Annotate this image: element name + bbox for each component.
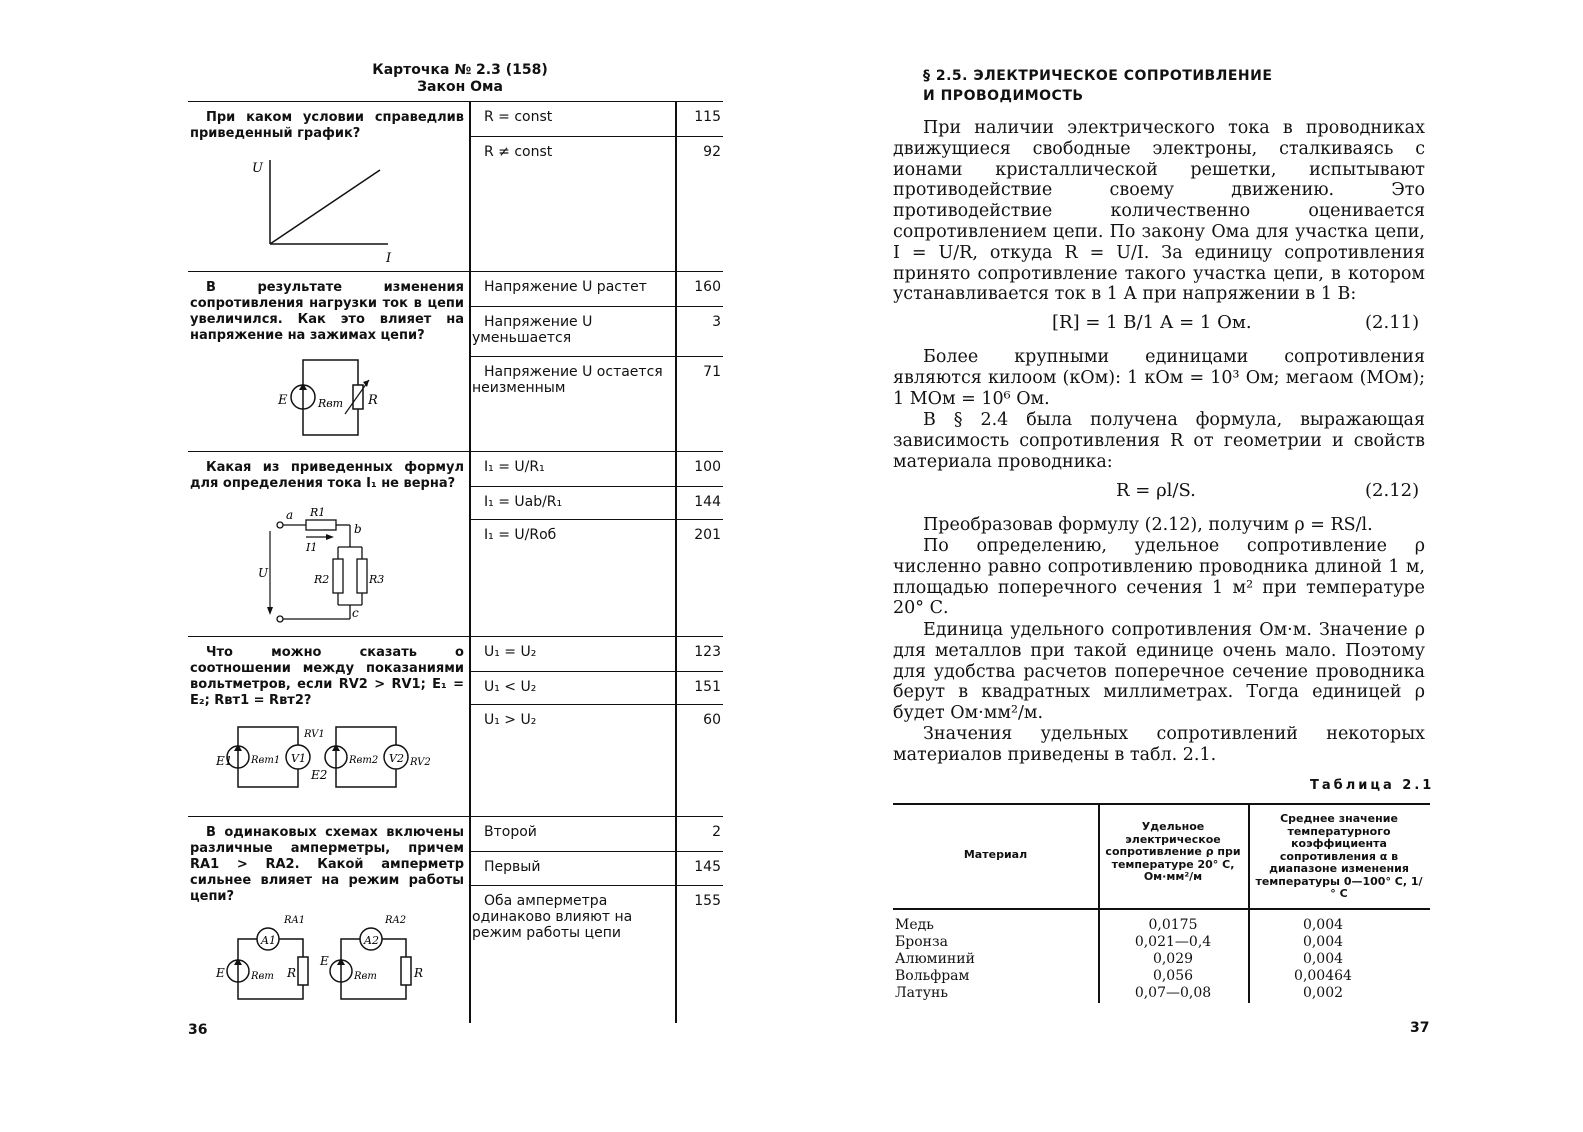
table-cell: 0,07—0,08 <box>1134 985 1212 1001</box>
circuit-diagram-4 <box>208 719 448 799</box>
table-cell: 0,0175 <box>1148 917 1198 933</box>
table-cell: 0,002 <box>1302 985 1344 1001</box>
svg-text:Rвт: Rвт <box>318 397 344 410</box>
card-row-4 <box>188 636 723 817</box>
page-number-left: 36 <box>188 1022 208 1038</box>
formula-2-11: [R] = 1 В/1 А = 1 Ом. <box>1052 312 1252 333</box>
answer-3-1[interactable]: I₁ = U/R₁ 100 <box>484 459 721 475</box>
svg-text:RV1: RV1 <box>304 729 325 740</box>
svg-text:U: U <box>258 566 269 580</box>
table-cell: 0,056 <box>1152 968 1194 984</box>
table-caption: Таблица 2.1 <box>1310 778 1435 793</box>
svg-text:E1: E1 <box>216 754 233 768</box>
svg-text:a: a <box>286 508 294 522</box>
question-3: Какая из приведенных формул для определения тока I₁ не верна? <box>190 460 464 491</box>
answer-4-1[interactable]: U₁ = U₂ 123 <box>484 644 721 660</box>
svg-text:Rвт1: Rвт1 <box>251 755 281 766</box>
table-header-temp-coefficient: Среднее значение температурного коэффициента сопротивления α в диапазоне изменения температуры 0—100° С, 1/° С <box>1255 812 1423 900</box>
svg-text:E: E <box>216 966 225 980</box>
svg-text:V1: V1 <box>291 752 306 765</box>
formula-2-11-number: (2.11) <box>1365 312 1420 333</box>
card-row-3 <box>188 451 723 637</box>
table-cell: Медь <box>895 917 934 933</box>
section-heading: § 2.5. ЭЛЕКТРИЧЕСКОЕ СОПРОТИВЛЕНИЕ И ПРОВОДИМОСТЬ <box>923 68 1273 104</box>
answer-2-3[interactable]: Напряжение U остается неизменным 71 <box>470 356 723 453</box>
table-cell: 0,021—0,4 <box>1134 934 1212 950</box>
table-cell: 0,029 <box>1152 951 1194 967</box>
card-row-1 <box>188 101 723 272</box>
answer-3-3[interactable]: I₁ = U/Rоб 201 <box>470 519 723 638</box>
svg-text:E: E <box>320 954 329 968</box>
answer-2-2[interactable]: Напряжение U уменьшается 3 <box>470 306 723 357</box>
svg-text:R2: R2 <box>314 573 330 586</box>
card-row-2 <box>188 271 723 452</box>
svg-text:R3: R3 <box>369 573 385 586</box>
svg-text:R: R <box>368 393 378 408</box>
card-title: Карточка № 2.3 (158) <box>372 62 548 78</box>
card-title-block <box>300 62 620 96</box>
question-5: В одинаковых схемах включены различные амперметры, причем RA1 > RA2. Какой амперметр сильнее влияет на режим работы цепи? <box>190 825 464 904</box>
table-cell: 0,004 <box>1302 917 1344 933</box>
svg-text:U: U <box>252 161 263 176</box>
answer-5-1[interactable]: Второй 2 <box>484 824 721 840</box>
question-2: В результате изменения сопротивления нагрузки ток в цепи увеличился. Как это влияет на напряжение на зажимах цепи? <box>190 280 464 343</box>
answer-1-2[interactable]: R ≠ const 92 <box>470 136 723 273</box>
svg-text:E: E <box>278 393 288 408</box>
paragraph-1: При наличии электрического тока в проводниках движущиеся свободные электроны, сталкиваясь с ионами кристаллической решетки, испытывают противодействие своему движению. Это противодействие количественно оценивается сопротивлением цепи. По закону Ома для участка цепи, I = U/R, откуда R = U/I. За единицу сопротивления принято сопротивление такого участка цепи, в котором устанавливается ток в 1 А при напряжении в 1 В: <box>893 118 1425 305</box>
svg-text:Rвт: Rвт <box>354 971 377 982</box>
table-cell: Алюминий <box>895 951 975 967</box>
answer-4-3[interactable]: U₁ > U₂ 60 <box>470 704 723 818</box>
table-cell: 0,004 <box>1302 934 1344 950</box>
paragraph-7: Значения удельных сопротивлений некоторых материалов приведены в табл. 2.1. <box>893 724 1425 765</box>
svg-text:Rвт: Rвт <box>251 971 274 982</box>
svg-text:RA1: RA1 <box>284 915 306 926</box>
svg-text:Rвт2: Rвт2 <box>349 755 379 766</box>
svg-text:R: R <box>414 966 424 980</box>
svg-text:A1: A1 <box>261 934 276 947</box>
paragraph-5: По определению, удельное сопротивление ρ численно равно сопротивлению проводника длиной 1 м, площадью поперечного сечения 1 м² при температуре 20° С. <box>893 536 1425 619</box>
card-row-5 <box>188 816 723 1022</box>
table-cell: Вольфрам <box>895 968 970 984</box>
answer-5-3[interactable]: Оба амперметра одинаково влияют на режим работы цепи 155 <box>470 885 723 1023</box>
answer-1-1[interactable]: R = const 115 <box>484 109 721 125</box>
svg-text:R: R <box>287 966 297 980</box>
formula-2-12: R = ρl/S. <box>1116 480 1196 501</box>
ui-graph-diagram <box>248 152 408 267</box>
table-header-resistivity: Удельное электрическое сопротивление ρ при температуре 20° С, Ом·мм²/м <box>1105 820 1241 883</box>
paragraph-4: Преобразовав формулу (2.12), получим ρ = RS/l. <box>923 515 1373 535</box>
answer-4-2[interactable]: U₁ < U₂ 151 <box>470 671 723 705</box>
answer-5-2[interactable]: Первый 145 <box>470 851 723 886</box>
question-1: При каком условии справедлив приведенный график? <box>190 110 464 141</box>
circuit-diagram-5 <box>208 909 448 1009</box>
circuit-diagram-3 <box>258 507 393 632</box>
svg-text:I1: I1 <box>306 541 318 554</box>
table-cell: Латунь <box>895 985 948 1001</box>
formula-2-12-number: (2.12) <box>1365 480 1420 501</box>
page-number-right: 37 <box>1410 1020 1430 1036</box>
answer-3-2[interactable]: I₁ = Uab/R₁ 144 <box>470 486 723 520</box>
svg-text:V2: V2 <box>389 752 404 765</box>
question-4: Что можно сказать о соотношении между показаниями вольтметров, если RV2 > RV1; E₁ = E₂; Rвт1 = Rвт2? <box>190 645 464 708</box>
svg-text:R1: R1 <box>310 507 326 519</box>
table-header-material: Материал <box>963 848 1028 861</box>
svg-text:E2: E2 <box>311 768 328 782</box>
table-cell: 0,004 <box>1302 951 1344 967</box>
svg-text:A2: A2 <box>364 934 379 947</box>
table-cell: Бронза <box>895 934 948 950</box>
circuit-diagram-2 <box>273 352 393 447</box>
paragraph-3: В § 2.4 была получена формула, выражающая зависимость сопротивления R от геометрии и свойств материала проводника: <box>893 410 1425 472</box>
card-subtitle: Закон Ома <box>417 79 503 95</box>
svg-text:I: I <box>386 251 392 266</box>
paragraph-2: Более крупными единицами сопротивления являются килоом (кОм): 1 кОм = 10³ Ом; мегаом (МОм); 1 МОм = 10⁶ Ом. <box>893 347 1425 409</box>
answer-2-1[interactable]: Напряжение U растет 160 <box>484 279 721 295</box>
svg-text:RA2: RA2 <box>385 915 407 926</box>
svg-text:b: b <box>354 522 362 536</box>
svg-text:c: c <box>352 606 359 620</box>
table-cell: 0,00464 <box>1294 968 1352 984</box>
paragraph-6: Единица удельного сопротивления Ом·м. Значение ρ для металлов при такой единице очень мало. Поэтому для удобства расчетов поперечное сечение проводника берут в квадратных миллиметрах. Тогда единицей ρ будет Ом·мм²/м. <box>893 620 1425 724</box>
svg-text:RV2: RV2 <box>410 757 431 768</box>
